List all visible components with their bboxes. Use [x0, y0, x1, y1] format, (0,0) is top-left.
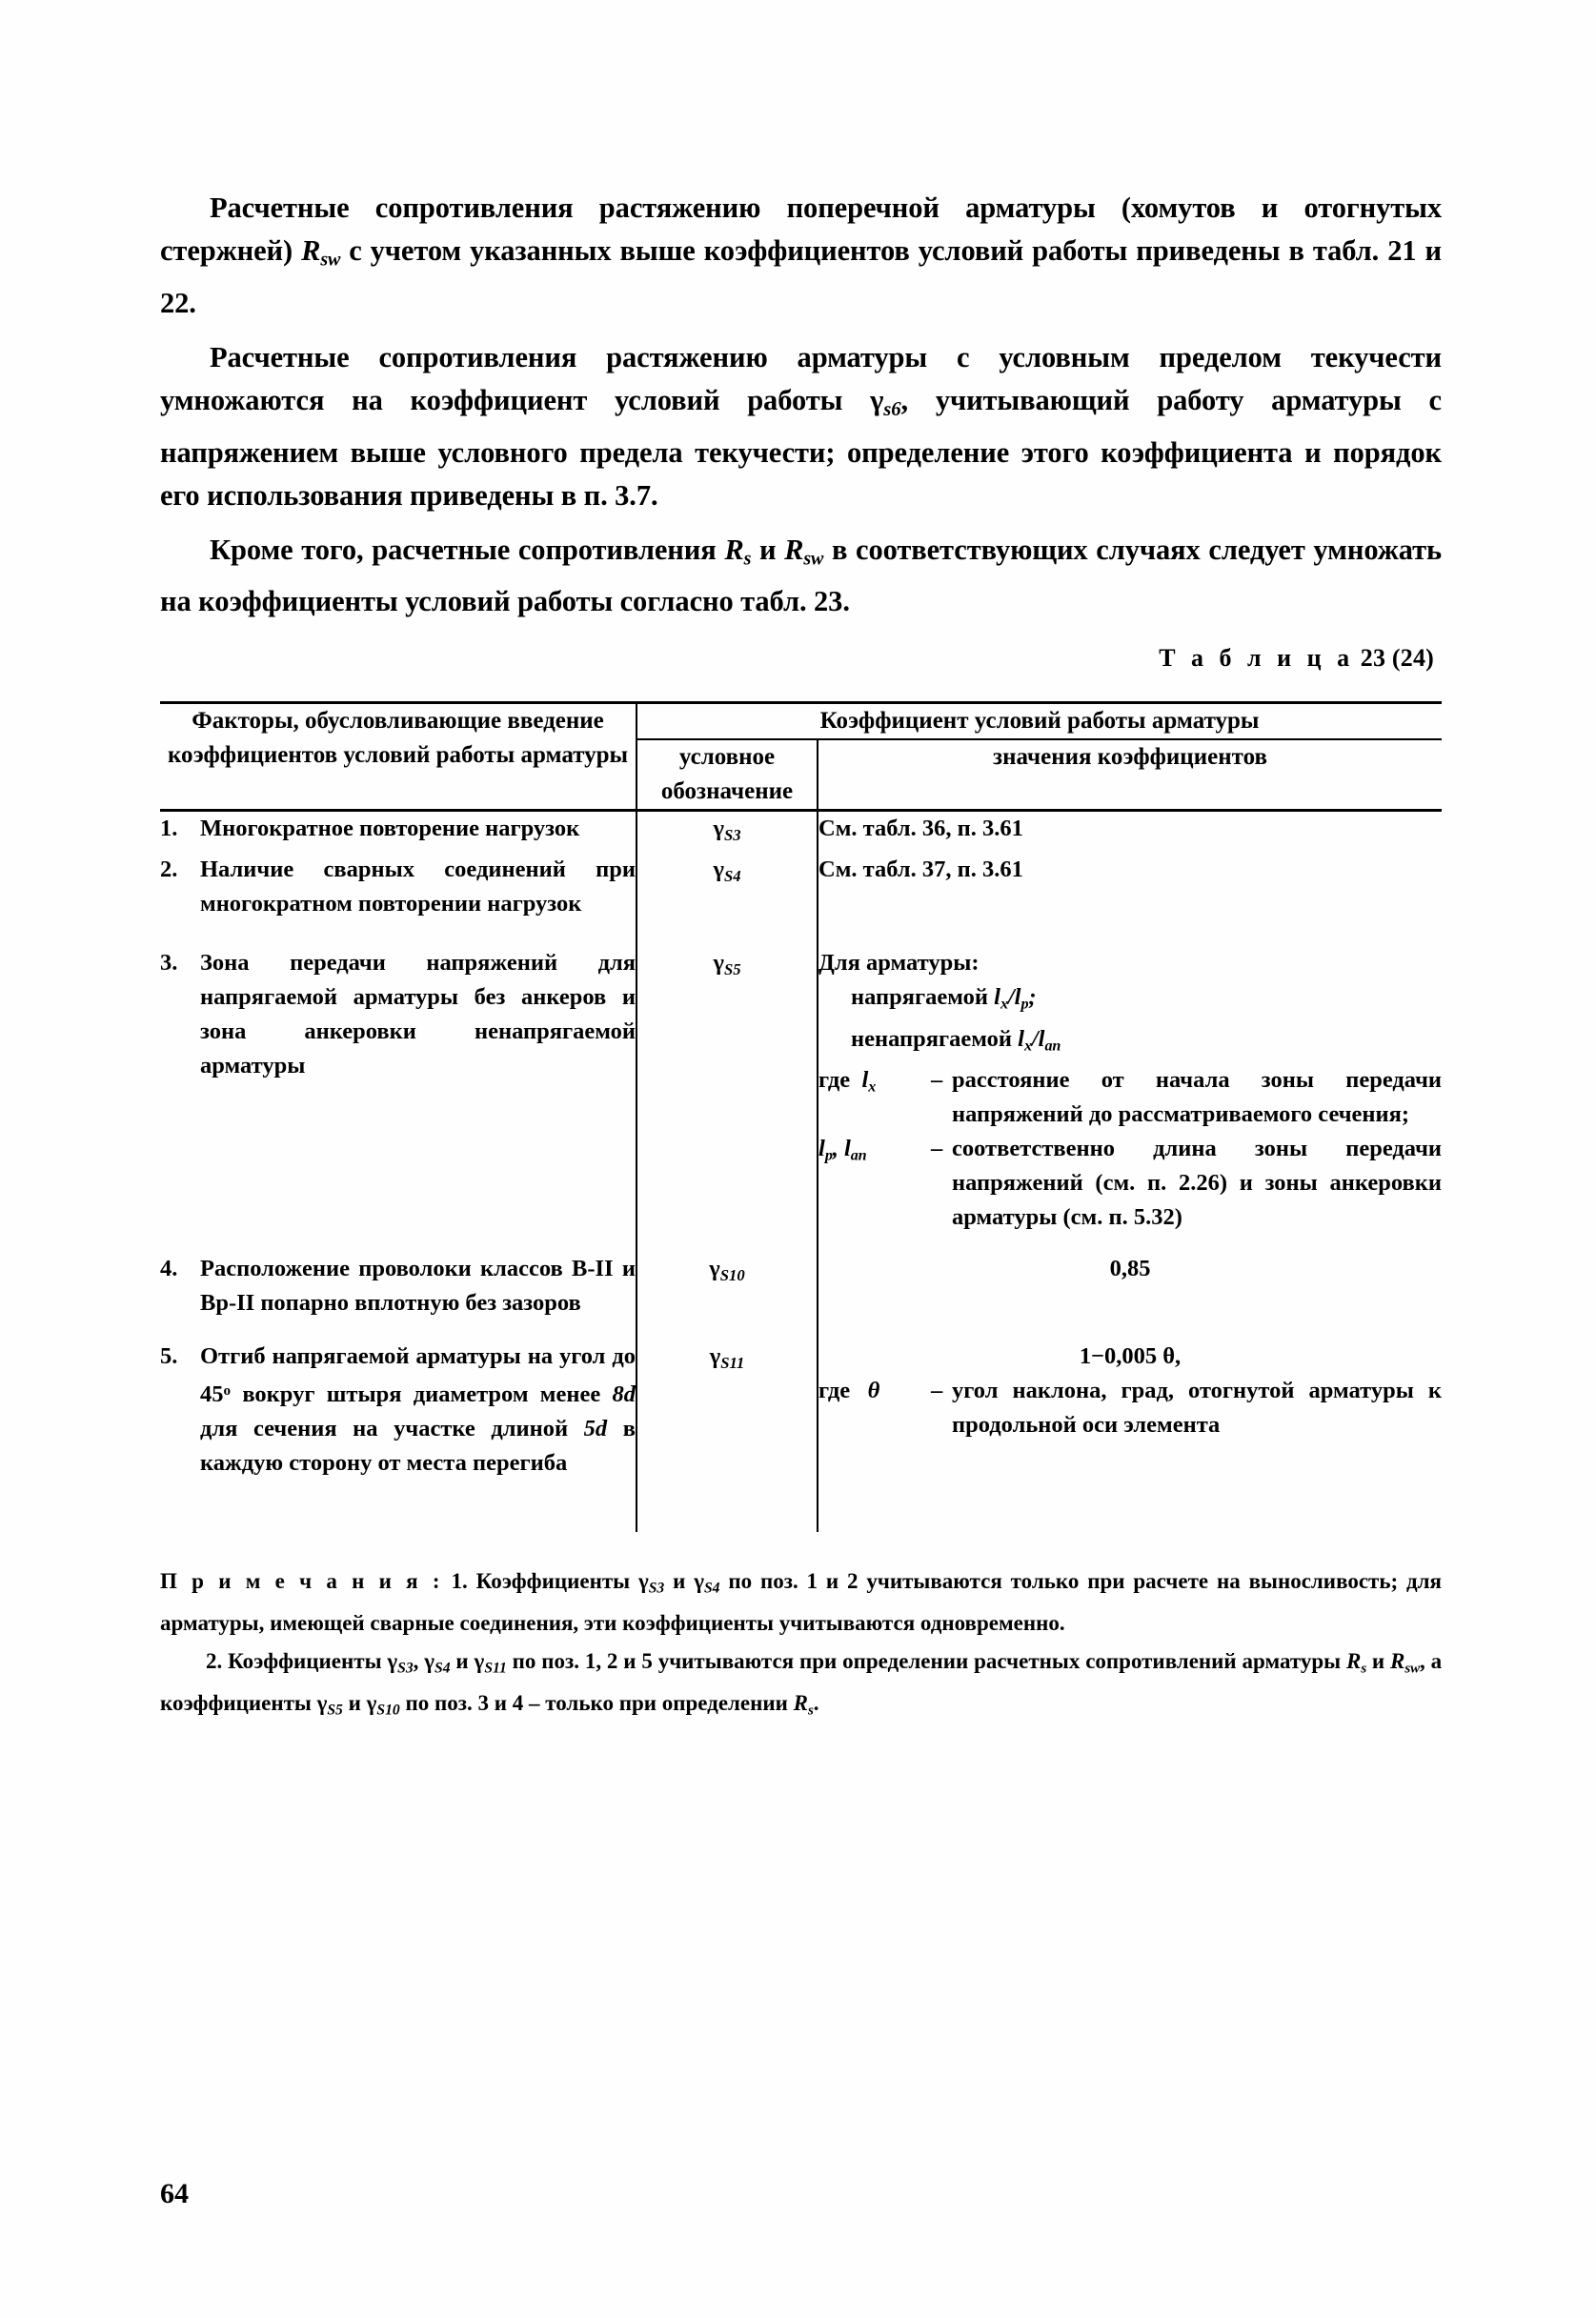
table-row [160, 1320, 1442, 1532]
row-3-symbol [637, 946, 817, 987]
row-1-factor-text: Многократное повторение нагрузок [200, 816, 580, 842]
note-2-gamma-3-base: γ [474, 1649, 485, 1673]
note-2-rs-2-base: R [793, 1690, 808, 1715]
sub-p: p [1020, 996, 1029, 1013]
symbol-rsw-subscript: sw [320, 249, 341, 271]
note-1-gamma-2-base: γ [694, 1569, 704, 1594]
row-2-symbol-cell [636, 853, 818, 921]
note-2-sep1: , [413, 1649, 419, 1673]
table-caption-label: Т а б л и ц а [1159, 644, 1355, 673]
row-2-value-cell [818, 853, 1442, 921]
note-1-gamma-2 [694, 1569, 720, 1597]
row-1-value-cell [818, 811, 1442, 853]
note-1-conj: и [673, 1569, 686, 1594]
row-3-formula-2-expr: $l_x/l_{an}$ [1018, 1025, 1061, 1055]
table-23-wrapper [160, 701, 1442, 1532]
page-content [160, 187, 1442, 1727]
row-4-value-text: 0,85 [1109, 1256, 1151, 1282]
sub-x-3: x [868, 1079, 877, 1096]
row-3-symbol-cell [636, 921, 818, 1235]
row-2-number: 2. [160, 857, 178, 883]
header-symbol: условное обозначение [636, 739, 818, 811]
symbol-8d: 8d [612, 1381, 636, 1408]
row-2-factor-text: Наличие сварных соединений при многократном повторении нагрузок [200, 857, 636, 917]
row-4-item [160, 1252, 636, 1320]
table-row [160, 921, 1442, 1235]
row-2-factor-cell [160, 853, 636, 921]
note-2-rs-2 [793, 1690, 814, 1718]
row-3-formula-line-2 [818, 1022, 1442, 1064]
row-2-symbol-base: γ [713, 857, 724, 883]
note-2 [160, 1644, 1442, 1727]
row-3-factor-cell [160, 921, 636, 1235]
paragraph-1-text-a: Расчетные сопротивления растяжению поперечной арматуры (хомутов и отогнутых стержней) [160, 191, 1442, 267]
row-5-symbol-base: γ [709, 1343, 721, 1370]
row-1-value-text: См. табл. 36, п. 3.61 [818, 816, 1023, 842]
symbol-gamma-s6 [870, 383, 901, 420]
row-3-number: 3. [160, 950, 178, 977]
row-3-symbol-base: γ [713, 950, 724, 977]
symbol-rs-subscript: s [743, 548, 752, 570]
table-caption [160, 644, 1442, 673]
table-header [160, 703, 1442, 811]
row-3-symbol-subscript: S5 [723, 960, 741, 979]
row-3-def2-dash: – [931, 1136, 943, 1162]
row-2-value-text: См. табл. 37, п. 3.61 [818, 857, 1023, 883]
note-2-part3: , а коэффициенты [160, 1649, 1443, 1715]
row-3-where-label: где [818, 1067, 851, 1094]
table-caption-number: 23 (24) [1360, 644, 1434, 673]
row-3-formula-line-1 [818, 980, 1442, 1022]
paragraph-3 [160, 529, 1442, 624]
row-4-symbol-cell [636, 1235, 818, 1320]
symbol-rsw-2-base: R [784, 533, 804, 566]
row-3-def1-dash: – [931, 1067, 943, 1094]
note-2-gamma-3 [474, 1649, 507, 1677]
row-3-definition-1 [818, 1063, 1442, 1132]
note-2-rs-base: R [1345, 1649, 1362, 1673]
paragraph-2-text-b: , учитывающий работу арматуры с напряжением выше условного предела текучести; определение этого коэффициента и порядок его использования приведены в п. 3.7. [160, 383, 1442, 512]
row-5-where-label: где [818, 1378, 851, 1404]
row-5-symbol-subscript: S11 [720, 1354, 745, 1373]
sub-an: an [1044, 1038, 1061, 1055]
note-2-gamma-5-base: γ [366, 1690, 377, 1715]
row-3-def2-symbol [818, 1132, 931, 1174]
note-2-gamma-5-sub: S10 [376, 1702, 400, 1719]
paragraph-3-text-b: и [751, 533, 785, 566]
symbol-rsw-2 [784, 533, 824, 570]
table-row [160, 811, 1442, 853]
symbol-rs [724, 533, 752, 570]
note-2-conj2: и [1371, 1649, 1385, 1673]
note-2-gamma-2 [424, 1649, 451, 1677]
row-3-where-word [818, 1063, 931, 1105]
symbol-rs-base: R [724, 533, 744, 566]
row-3-formula-1-label: напрягаемой [851, 984, 989, 1011]
note-2-gamma-4 [316, 1690, 343, 1719]
row-3-def1-symbol: $l_x$ [861, 1067, 877, 1096]
note-1-part2: по поз. 1 и 2 учитываются только при расчете на выносливость; для арматуры, имеющей сварные соединения, эти коэффициенты учитываются одновременно. [160, 1569, 1442, 1635]
header-values: значения коэффициентов [818, 739, 1442, 811]
row-5-item [160, 1340, 636, 1481]
sub-an-2: an [850, 1148, 867, 1164]
note-1-gamma-2-sub: S4 [703, 1581, 720, 1597]
symbol-gamma-s6-subscript: s6 [883, 398, 901, 420]
row-1-symbol-base: γ [713, 816, 724, 842]
notes-label: П р и м е ч а н и я : [160, 1569, 443, 1594]
row-5-where [818, 1374, 931, 1408]
note-1 [160, 1564, 1442, 1641]
row-2-symbol-subscript: S4 [723, 867, 741, 886]
note-2-gamma-1-sub: S3 [397, 1660, 414, 1677]
paragraph-2 [160, 336, 1442, 517]
symbol-rsw-2-subscript: sw [803, 548, 824, 570]
note-2-gamma-1-base: γ [387, 1649, 398, 1673]
row-5-def-text: угол наклона, град, отогнутой арматуры к продольной оси элемента [952, 1378, 1443, 1439]
table-row [160, 853, 1442, 921]
note-2-part2: по поз. 1, 2 и 5 учитываются при определении расчетных сопротивлений арматуры [512, 1649, 1342, 1673]
row-5-def-symbol: θ [867, 1378, 880, 1404]
note-2-gamma-2-base: γ [424, 1649, 435, 1673]
row-3-values [818, 946, 1442, 1235]
note-2-conj3: и [348, 1690, 361, 1715]
note-2-gamma-4-sub: S5 [327, 1702, 343, 1719]
note-2-rsw-sub: sw [1404, 1660, 1420, 1677]
row-3-formula-1-expr: $l_x/l_p$; [994, 984, 1037, 1013]
header-factors: Факторы, обусловливающие введение коэффициентов условий работы арматуры [160, 703, 636, 811]
row-1-symbol-subscript: S3 [723, 826, 741, 845]
symbol-5d: 5d [583, 1416, 608, 1442]
note-2-part5: . [813, 1690, 819, 1715]
row-1-number: 1. [160, 816, 178, 842]
row-3-def2-symbol-math: $l_p$, $l_{an}$ [818, 1136, 867, 1164]
table-body [160, 811, 1442, 1532]
page-number: 64 [160, 2178, 189, 2209]
sub-x: x [1000, 996, 1008, 1013]
row-1-item [160, 812, 636, 846]
row-5-number: 5. [160, 1343, 178, 1370]
row-3-item [160, 946, 636, 1083]
note-2-rs [1345, 1649, 1367, 1677]
paragraph-3-text-a: Кроме того, расчетные сопротивления [210, 533, 725, 566]
row-5-factor-cell [160, 1320, 636, 1532]
table-row [160, 1235, 1442, 1320]
paragraph-3-text-c: в соответствующих случаях следует умножать на коэффициенты условий работы согласно табл. 23. [160, 533, 1443, 618]
row-4-number: 4. [160, 1256, 178, 1282]
note-1-gamma-1 [637, 1569, 665, 1597]
header-coefficient-group: Коэффициент условий работы арматуры [636, 703, 1442, 740]
row-2-symbol [637, 853, 817, 894]
row-3-intro: Для арматуры: [818, 950, 980, 977]
table-header-row-1 [160, 703, 1442, 740]
row-3-def1-text: расстояние от начала зоны передачи напряжений до рассматриваемого сечения; [952, 1067, 1443, 1128]
sub-p-2: p [824, 1148, 833, 1164]
note-2-gamma-3-sub: S11 [484, 1660, 507, 1677]
note-2-rsw-base: R [1390, 1649, 1405, 1673]
note-1-gamma-1-base: γ [637, 1569, 649, 1594]
symbol-rsw [301, 234, 341, 271]
row-5-definition [818, 1374, 1442, 1442]
row-4-value-cell [818, 1235, 1442, 1320]
row-4-factor-text: Расположение проволоки классов В-II и Вр-II попарно вплотную без зазоров [200, 1256, 636, 1317]
row-3-formula-2-label: ненапрягаемой [851, 1025, 1013, 1052]
row-3-def2-text: соответственно длина зоны передачи напряжений (см. п. 2.26) и зоны анкеровки арматуры (см. п. 5.32) [952, 1136, 1443, 1231]
paragraph-1-text-b: с учетом указанных выше коэффициентов условий работы приведены в табл. 21 и 22. [160, 234, 1442, 319]
note-2-gamma-4-base: γ [316, 1690, 328, 1715]
note-2-gamma-1 [387, 1649, 414, 1677]
table-notes [160, 1564, 1442, 1727]
row-5-formula: 1−0,005 θ, [1079, 1343, 1182, 1370]
row-5-factor-text: Отгиб напрягаемой арматуры на угол до 45$^o$ вокруг штыря диаметром менее 8d для сечения на участке длиной 5d в каждую сторону от места перегиба [200, 1343, 636, 1477]
row-3-factor-text: Зона передачи напряжений для напрягаемой арматуры без анкеров и зона анкеровки ненапрягаемой арматуры [200, 950, 636, 1079]
note-2-conj1: и [455, 1649, 469, 1673]
note-2-part1: Коэффициенты [228, 1649, 382, 1673]
row-4-symbol-subscript: S10 [719, 1266, 745, 1285]
paragraph-1 [160, 187, 1442, 325]
note-2-part4: по поз. 3 и 4 – только при определении [405, 1690, 788, 1715]
note-2-rs-2-sub: s [808, 1701, 814, 1718]
symbol-gamma-s6-base: γ [870, 383, 884, 416]
row-3-value-cell [818, 921, 1442, 1235]
note-1-number: 1. [451, 1569, 468, 1594]
row-3-definition-2 [818, 1132, 1442, 1235]
symbol-rsw-base: R [301, 234, 321, 267]
note-1-part1: Коэффициенты [475, 1569, 631, 1594]
row-5-value-cell [818, 1320, 1442, 1532]
sub-x-2: x [1023, 1038, 1032, 1055]
note-1-gamma-1-sub: S3 [648, 1581, 665, 1597]
note-2-number: 2. [206, 1649, 223, 1673]
table-23 [160, 701, 1442, 1532]
note-2-rs-sub: s [1361, 1660, 1367, 1677]
paragraph-2-text-a: Расчетные сопротивления растяжению арматуры с условным пределом текучести умножаются на коэффициент условий работы [160, 340, 1442, 416]
row-5-def-dash: – [931, 1378, 943, 1404]
note-2-gamma-5 [366, 1690, 400, 1719]
row-1-symbol [637, 812, 817, 853]
degree-sign: o [223, 1382, 232, 1400]
row-2-item [160, 853, 636, 921]
note-2-rsw [1390, 1649, 1420, 1677]
row-1-factor-cell [160, 811, 636, 853]
row-4-symbol [637, 1252, 817, 1293]
row-4-factor-cell [160, 1235, 636, 1320]
row-5-symbol-cell [636, 1320, 818, 1532]
row-1-symbol-cell [636, 811, 818, 853]
row-5-symbol [637, 1340, 817, 1381]
row-4-symbol-base: γ [709, 1256, 720, 1282]
note-2-gamma-2-sub: S4 [434, 1660, 451, 1677]
